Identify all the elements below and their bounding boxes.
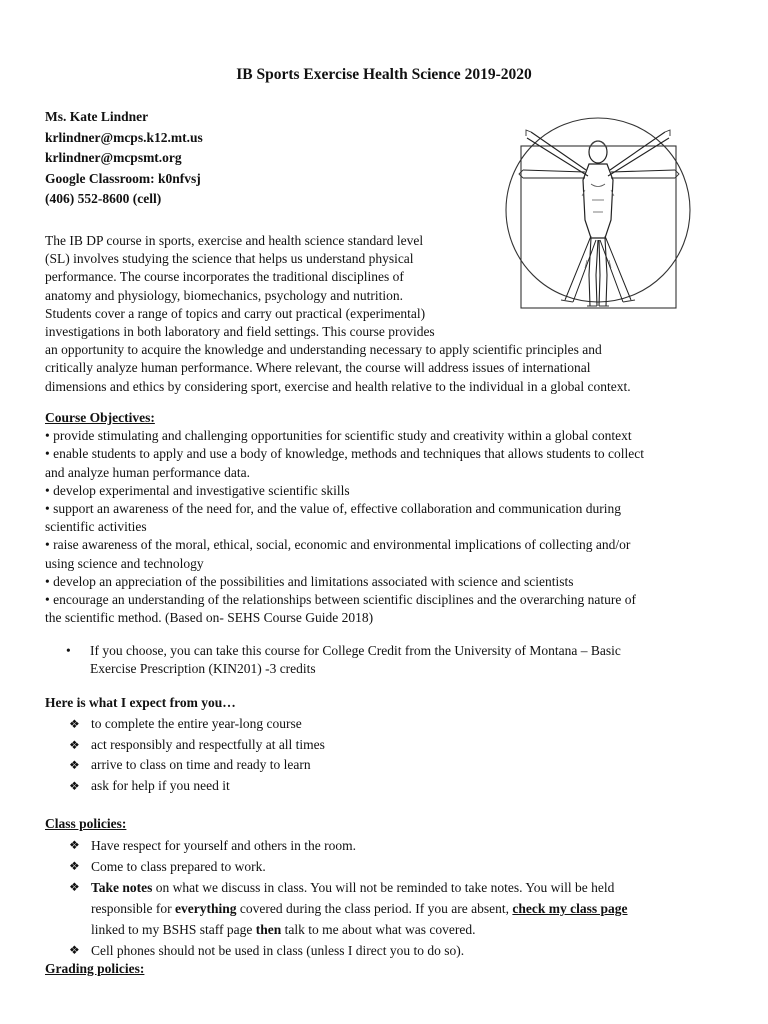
list-item: ❖ Come to class prepared to work. bbox=[45, 856, 725, 877]
email-primary: krlindner@mcps.k12.mt.us bbox=[45, 129, 203, 145]
teacher-name: Ms. Kate Lindner bbox=[45, 109, 149, 124]
list-item: ❖ arrive to class on time and ready to learn bbox=[45, 755, 725, 776]
diamond-bullet-icon: ❖ bbox=[69, 943, 80, 958]
diamond-bullet-icon: ❖ bbox=[69, 737, 80, 752]
objective-line: • raise awareness of the moral, ethical, social, economic and environmental implications of collecting and/or bbox=[45, 537, 631, 553]
phone-number: (406) 552-8600 (cell) bbox=[45, 191, 162, 206]
course-description bbox=[45, 232, 725, 396]
objective-line: • provide stimulating and challenging opportunities for scientific study and creativity within a global context bbox=[45, 428, 632, 444]
intro-line: Students cover a range of topics and carry out practical (experimental) bbox=[45, 305, 426, 321]
list-item: ❖ ask for help if you need it bbox=[45, 776, 725, 797]
intro-line: critically analyze human performance. Where relevant, the course will address issues of international bbox=[45, 360, 591, 376]
diamond-bullet-icon: ❖ bbox=[69, 717, 80, 732]
intro-line: investigations in both laboratory and field settings. This course provides bbox=[45, 324, 435, 340]
objective-line: • develop an appreciation of the possibilities and limitations associated with science and scientists bbox=[45, 573, 574, 589]
email-secondary: krlindner@mcpsmt.org bbox=[45, 150, 182, 165]
document-title: IB Sports Exercise Health Science 2019-2020 bbox=[236, 66, 532, 83]
list-item: ❖ to complete the entire year-long course bbox=[45, 714, 725, 735]
objective-line: and analyze human performance data. bbox=[45, 464, 251, 480]
objective-line: • develop experimental and investigative scientific skills bbox=[45, 482, 350, 498]
class-policies-list bbox=[45, 835, 725, 961]
college-credit-note bbox=[66, 642, 726, 678]
intro-line: an opportunity to acquire the knowledge and understanding necessary to apply scientific principles and bbox=[45, 342, 602, 358]
expectations-section bbox=[45, 694, 725, 796]
list-item: ❖ Have respect for yourself and others in the room. bbox=[45, 835, 725, 856]
course-objectives-section bbox=[45, 409, 725, 627]
class-policies-section bbox=[45, 815, 725, 961]
expectations-heading: Here is what I expect from you… bbox=[45, 695, 236, 710]
diamond-bullet-icon: ❖ bbox=[69, 778, 80, 793]
intro-line: anatomy and physiology, biomechanics, psychology and nutrition. bbox=[45, 287, 403, 303]
class-policies-heading: Class policies: bbox=[45, 816, 127, 831]
grading-policies-heading: Grading policies: bbox=[45, 961, 145, 976]
list-item: ❖ act responsibly and respectfully at all times bbox=[45, 735, 725, 756]
objective-line: scientific activities bbox=[45, 519, 147, 535]
intro-line: (SL) involves studying the science that helps us understand physical bbox=[45, 251, 414, 267]
objective-line: • encourage an understanding of the relationships between scientific disciplines and the overarching nature of bbox=[45, 592, 637, 608]
objective-line: using science and technology bbox=[45, 555, 204, 571]
diamond-bullet-icon: ❖ bbox=[69, 838, 80, 853]
intro-line: dimensions and ethics by considering sport, exercise and health relative to the individual in a global context. bbox=[45, 378, 631, 394]
objective-line: the scientific method. (Based on- SEHS Course Guide 2018) bbox=[45, 610, 374, 626]
objective-line: • enable students to apply and use a body of knowledge, methods and techniques that allows students to collect bbox=[45, 446, 644, 462]
credit-line: Exercise Prescription (KIN201) -3 credits bbox=[90, 661, 316, 677]
diamond-bullet-icon: ❖ bbox=[69, 758, 80, 773]
bullet-dot: • bbox=[66, 643, 71, 658]
intro-line: performance. The course incorporates the traditional disciplines of bbox=[45, 269, 404, 285]
diamond-bullet-icon: ❖ bbox=[69, 859, 80, 874]
course-objectives-heading: Course Objectives: bbox=[45, 410, 155, 425]
expectations-list bbox=[45, 714, 725, 796]
class-page-link: check my class page bbox=[512, 901, 628, 917]
google-classroom-code: Google Classroom: k0nfvsj bbox=[45, 170, 201, 186]
list-item: ❖ Take notes on what we discuss in class. You will not be reminded to take notes. You will be held responsible for everything covered during the class period. If you are absent, check my class page linked to my BSHS staff page then talk to me about what was covered. bbox=[45, 877, 725, 940]
grading-policies-section bbox=[45, 960, 725, 978]
contact-block bbox=[45, 107, 203, 210]
list-item: ❖ Cell phones should not be used in class (unless I direct you to do so). bbox=[45, 940, 725, 961]
intro-line: The IB DP course in sports, exercise and health science standard level bbox=[45, 233, 424, 248]
credit-line: If you choose, you can take this course for College Credit from the University of Montana – Basic bbox=[90, 643, 621, 658]
objective-line: • support an awareness of the need for, and the value of, effective collaboration and communication during bbox=[45, 501, 621, 517]
diamond-bullet-icon: ❖ bbox=[69, 880, 80, 895]
